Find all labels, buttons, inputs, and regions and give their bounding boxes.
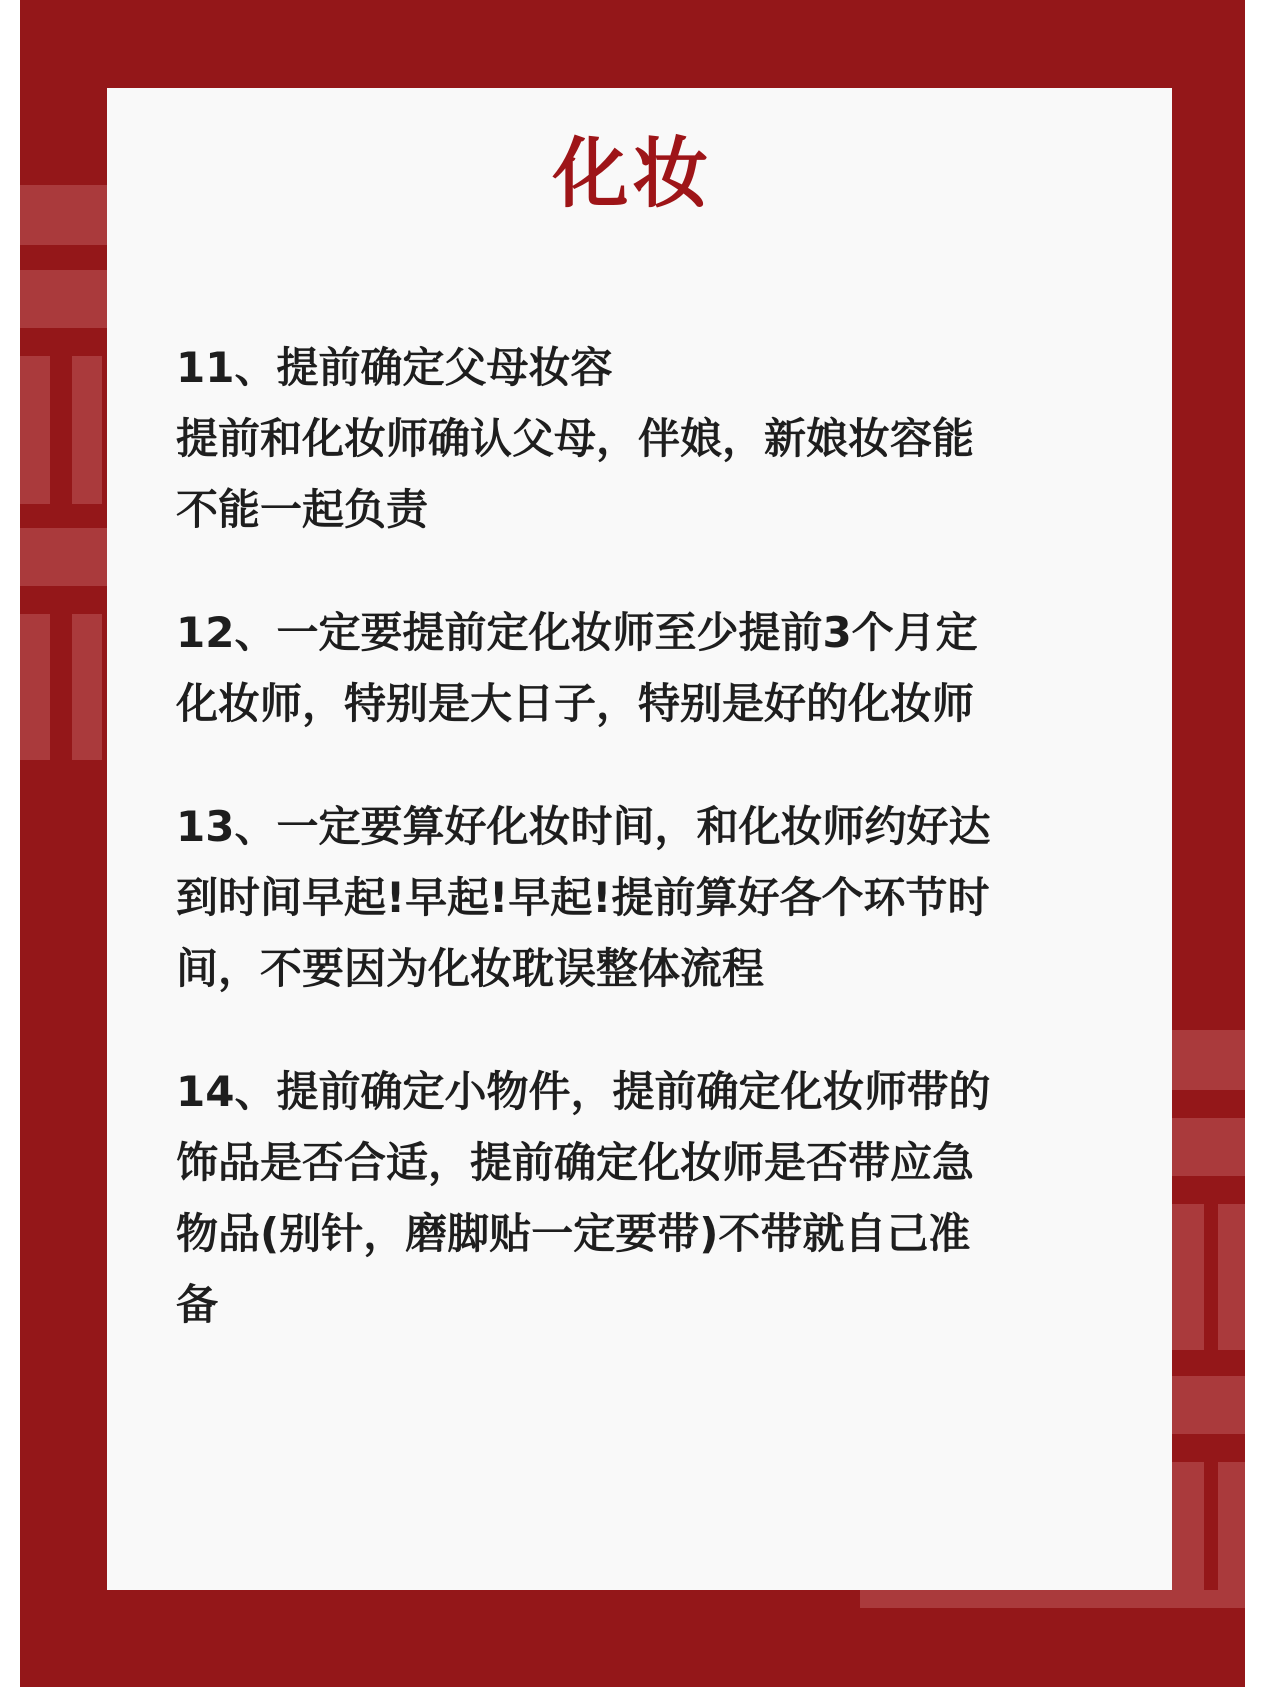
tips-list — [176, 332, 1116, 1392]
tip-line: 13、一定要算好化妆时间，和化妆师约好达 — [176, 802, 991, 851]
tip-item-13 — [176, 791, 1116, 1004]
tip-line: 14、提前确定小物件，提前确定化妆师带的 — [176, 1067, 991, 1116]
decorative-stripe — [20, 356, 50, 504]
decorative-stripe — [1170, 1030, 1245, 1090]
decorative-stripe — [1218, 1204, 1245, 1350]
page-title: 化妆 — [552, 129, 713, 218]
decorative-stripe — [72, 356, 102, 504]
tip-item-12 — [176, 597, 1116, 739]
decorative-stripe — [72, 614, 102, 760]
tip-line: 化妆师，特别是大日子，特别是好的化妆师 — [176, 679, 975, 728]
decorative-stripe — [1172, 1462, 1204, 1608]
tip-line: 间，不要因为化妆耽误整体流程 — [176, 944, 765, 993]
tip-item-14 — [176, 1056, 1116, 1340]
tip-line: 提前和化妆师确认父母，伴娘，新娘妆容能 — [176, 414, 975, 463]
decorative-stripe — [1170, 1376, 1245, 1434]
tip-line: 12、一定要提前定化妆师至少提前3个月定 — [176, 608, 978, 657]
decorative-stripe — [1218, 1462, 1245, 1608]
decorative-stripe — [1172, 1204, 1204, 1350]
decorative-stripe — [1170, 1118, 1245, 1176]
tip-line: 不能一起负责 — [176, 485, 429, 534]
tip-line: 饰品是否合适，提前确定化妆师是否带应急 — [176, 1138, 975, 1187]
tip-line: 物品(别针，磨脚贴一定要带)不带就自己准 — [176, 1209, 971, 1258]
tip-item-11 — [176, 332, 1116, 545]
tip-heading: 11、提前确定父母妆容 — [176, 343, 613, 392]
tip-line: 到时间早起!早起!早起!提前算好各个环节时 — [176, 873, 990, 922]
decorative-stripe — [20, 614, 50, 760]
tip-line: 备 — [176, 1280, 219, 1329]
decorative-stripe — [860, 1590, 1245, 1608]
